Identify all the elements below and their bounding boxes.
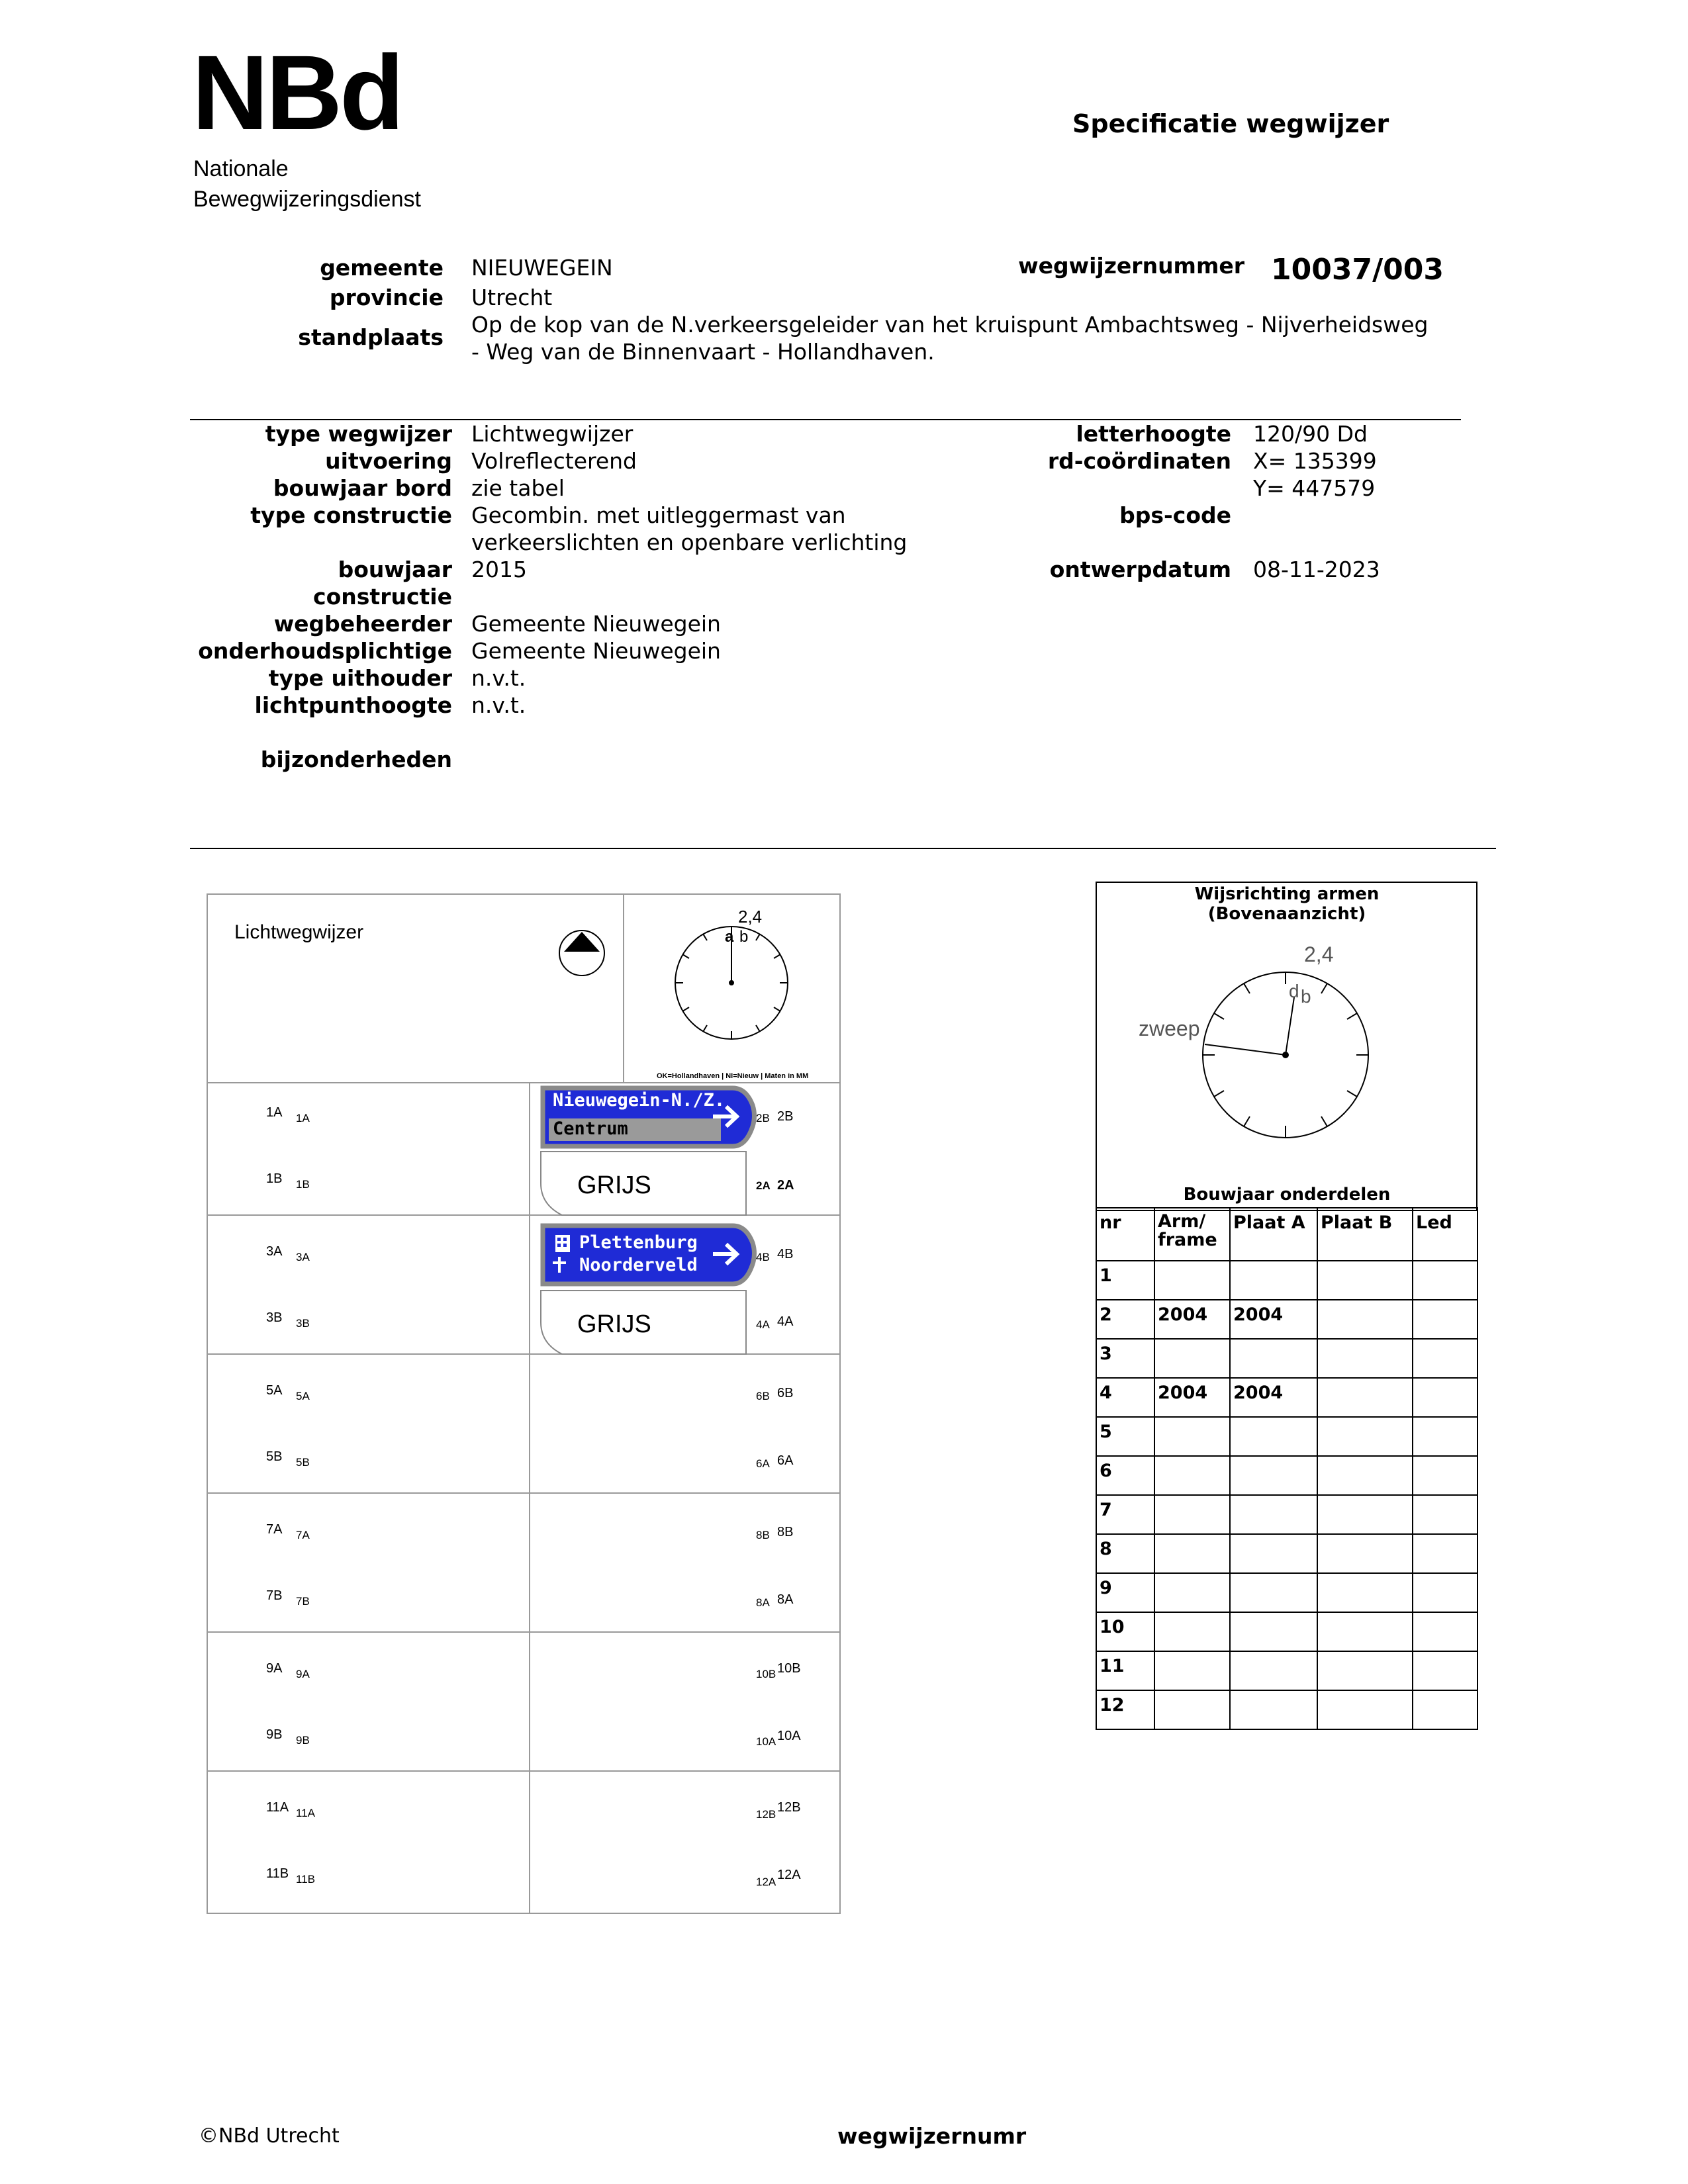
col-arm-1: Arm/ (1158, 1211, 1206, 1232)
gemeente-value: NIEUWEGEIN (471, 255, 613, 281)
plate-8b-small: 8B (756, 1529, 770, 1541)
logo-line-1: Nationale (193, 156, 289, 181)
cell-arm (1154, 1690, 1230, 1729)
plate-6b: 6B (777, 1386, 794, 1400)
cell-plaat-b (1317, 1261, 1413, 1300)
cell-plaat-a (1230, 1534, 1317, 1573)
cell-plaat-a (1230, 1612, 1317, 1651)
cell-nr: 4 (1096, 1378, 1154, 1417)
drawing-title: Lichtwegwijzer (234, 921, 364, 943)
cell-plaat-a (1230, 1417, 1317, 1456)
plate-7b: 7B (266, 1588, 283, 1603)
cell-plaat-b (1317, 1690, 1413, 1729)
plate-11b: 11B (266, 1866, 289, 1881)
cell-arm (1154, 1651, 1230, 1690)
arms-arm-d: d (1289, 981, 1299, 1001)
cell-plaat-b (1317, 1378, 1413, 1417)
logo-subtitle (193, 154, 421, 214)
rd-y-value: Y= 447579 (1253, 475, 1376, 501)
cell-plaat-b (1317, 1300, 1413, 1339)
plate-10a: 10A (777, 1729, 801, 1743)
plate-9a-small: 9A (296, 1668, 310, 1680)
type-constructie-label: type constructie (250, 502, 452, 528)
drawing-legend: OK=Hollandhaven | NI=Nieuw | Maten in MM (657, 1072, 809, 1080)
type-uithouder-label: type uithouder (268, 665, 452, 691)
table-row (1096, 1417, 1477, 1456)
plate-11a: 11A (266, 1800, 289, 1815)
bouwjaar-table (1096, 1207, 1478, 1730)
plate-5a: 5A (266, 1383, 283, 1398)
plate-9a: 9A (266, 1661, 283, 1676)
arms-title (1096, 884, 1478, 924)
letterhoogte-value: 120/90 Dd (1253, 421, 1368, 447)
plate-2a-small: 2A (756, 1179, 771, 1192)
plate-8a: 8A (777, 1592, 794, 1607)
arms-clock (1096, 882, 1478, 1212)
arms-zweep: zweep (1139, 1017, 1200, 1040)
rd-x-value: X= 135399 (1253, 448, 1377, 474)
arms-angle: 2,4 (1304, 942, 1334, 966)
plate-1b-small: 1B (296, 1178, 310, 1191)
cell-led (1413, 1339, 1477, 1378)
bouwjaar-constructie-label-2: constructie (313, 584, 452, 610)
plate-1a-small: 1A (296, 1112, 310, 1124)
plate-7b-small: 7B (296, 1595, 310, 1608)
plate-12a-small: 12A (756, 1876, 776, 1888)
plate-11b-small: 11B (296, 1873, 315, 1886)
plate-3a: 3A (266, 1244, 283, 1259)
plate-7a-small: 7A (296, 1529, 310, 1541)
grijs-plate-1: GRIJS (577, 1171, 651, 1199)
col-nr: nr (1096, 1208, 1154, 1261)
onderhoudsplichtige-value: Gemeente Nieuwegein (471, 638, 721, 664)
cell-nr: 5 (1096, 1417, 1154, 1456)
plate-4b: 4B (777, 1247, 794, 1261)
cell-led (1413, 1456, 1477, 1495)
cell-plaat-a (1230, 1651, 1317, 1690)
plate-6a: 6A (777, 1453, 794, 1468)
cell-arm: 2004 (1154, 1300, 1230, 1339)
gemeente-label: gemeente (320, 255, 444, 281)
type-constructie-value-1: Gecombin. met uitleggermast van (471, 502, 846, 528)
cell-nr: 8 (1096, 1534, 1154, 1573)
drawing-arm-b: b (739, 928, 749, 946)
drawing-angle: 2,4 (738, 907, 763, 927)
plate-1b: 1B (266, 1171, 283, 1186)
cell-plaat-a (1230, 1495, 1317, 1534)
table-row (1096, 1573, 1477, 1612)
wegwijzernummer-label: wegwijzernummer (1018, 253, 1244, 279)
cell-arm (1154, 1417, 1230, 1456)
plate-2b-small: 2B (756, 1112, 770, 1124)
arms-arm-b: b (1301, 986, 1311, 1007)
bouwjaar-bord-label: bouwjaar bord (273, 475, 452, 501)
table-row (1096, 1690, 1477, 1729)
cell-arm (1154, 1339, 1230, 1378)
cell-nr: 6 (1096, 1456, 1154, 1495)
cell-nr: 12 (1096, 1690, 1154, 1729)
plate-4b-small: 4B (756, 1251, 770, 1263)
cell-plaat-b (1317, 1534, 1413, 1573)
plate-1a: 1A (266, 1105, 283, 1120)
cell-plaat-b (1317, 1612, 1413, 1651)
arms-panel (1096, 882, 1478, 1735)
cell-led (1413, 1690, 1477, 1729)
col-plaat-a: Plaat A (1230, 1208, 1317, 1261)
col-arm-frame (1154, 1208, 1230, 1261)
cell-plaat-a (1230, 1690, 1317, 1729)
type-uithouder-value: n.v.t. (471, 665, 526, 691)
plate-4a-small: 4A (756, 1318, 770, 1331)
cell-plaat-b (1317, 1417, 1413, 1456)
cell-plaat-b (1317, 1495, 1413, 1534)
type-wegwijzer-label: type wegwijzer (265, 421, 452, 447)
table-row (1096, 1339, 1477, 1378)
uitvoering-label: uitvoering (325, 448, 452, 474)
provincie-label: provincie (329, 285, 444, 310)
cell-nr: 3 (1096, 1339, 1154, 1378)
bps-code-label: bps-code (1119, 502, 1231, 528)
standplaats-label: standplaats (298, 324, 444, 350)
sign2-line2: Noorderveld (579, 1255, 698, 1275)
plate-12b-small: 12B (756, 1808, 776, 1821)
cell-nr: 7 (1096, 1495, 1154, 1534)
ontwerpdatum-label: ontwerpdatum (1049, 557, 1231, 582)
plate-12a: 12A (777, 1868, 801, 1882)
cell-led (1413, 1612, 1477, 1651)
plate-7a: 7A (266, 1522, 283, 1537)
plate-5b: 5B (266, 1449, 283, 1464)
table-row (1096, 1612, 1477, 1651)
standplaats-value-2: - Weg van de Binnenvaart - Hollandhaven. (471, 339, 935, 365)
plate-9b: 9B (266, 1727, 283, 1742)
col-arm-2: frame (1158, 1230, 1217, 1250)
document-title: Specificatie wegwijzer (1072, 109, 1389, 138)
wegbeheerder-value: Gemeente Nieuwegein (471, 611, 721, 637)
plate-11a-small: 11A (296, 1807, 315, 1819)
letterhoogte-label: letterhoogte (1076, 421, 1231, 447)
plate-3b-small: 3B (296, 1317, 310, 1330)
cell-led (1413, 1534, 1477, 1573)
table-row (1096, 1651, 1477, 1690)
logo-line-2: Bewegwijzeringsdienst (193, 187, 421, 212)
arms-title-2: (Bovenaanzicht) (1207, 904, 1366, 924)
divider-top (190, 419, 1461, 420)
cell-led (1413, 1495, 1477, 1534)
arms-title-1: Wijsrichting armen (1194, 884, 1380, 904)
cell-nr: 10 (1096, 1612, 1154, 1651)
cell-plaat-b (1317, 1573, 1413, 1612)
cell-led (1413, 1417, 1477, 1456)
cell-plaat-a: 2004 (1230, 1300, 1317, 1339)
sign-drawing-lines (207, 893, 842, 1916)
plate-4a: 4A (777, 1314, 794, 1329)
footer-copyright: ©NBd Utrecht (199, 2124, 340, 2148)
ontwerpdatum-value: 08-11-2023 (1253, 557, 1380, 582)
onderhoudsplichtige-label: onderhoudsplichtige (198, 638, 452, 664)
sign2-line1: Plettenburg (579, 1232, 698, 1253)
type-constructie-value-2: verkeerslichten en openbare verlichting (471, 529, 908, 555)
plate-6b-small: 6B (756, 1390, 770, 1402)
bouwjaar-header-row (1096, 1208, 1477, 1261)
cell-plaat-b (1317, 1339, 1413, 1378)
cell-plaat-b (1317, 1651, 1413, 1690)
table-row (1096, 1495, 1477, 1534)
cell-arm (1154, 1261, 1230, 1300)
plate-3a-small: 3A (296, 1251, 310, 1263)
cell-led (1413, 1651, 1477, 1690)
divider-bottom (190, 848, 1496, 849)
provincie-value: Utrecht (471, 285, 553, 310)
table-row (1096, 1534, 1477, 1573)
cell-arm (1154, 1495, 1230, 1534)
cell-arm (1154, 1573, 1230, 1612)
rd-coordinaten-label: rd-coördinaten (1047, 448, 1231, 474)
cell-plaat-b (1317, 1456, 1413, 1495)
drawing-arm-a: a (725, 928, 734, 946)
cell-nr: 2 (1096, 1300, 1154, 1339)
logo: NBd (192, 33, 402, 152)
table-row (1096, 1300, 1477, 1339)
col-led: Led (1413, 1208, 1477, 1261)
plate-8a-small: 8A (756, 1596, 770, 1609)
table-row (1096, 1456, 1477, 1495)
plate-5a-small: 5A (296, 1390, 310, 1402)
cell-arm (1154, 1534, 1230, 1573)
cell-arm: 2004 (1154, 1378, 1230, 1417)
plate-5b-small: 5B (296, 1456, 310, 1469)
uitvoering-value: Volreflecterend (471, 448, 637, 474)
lichtpunthoogte-label: lichtpunthoogte (254, 692, 452, 718)
cell-nr: 9 (1096, 1573, 1154, 1612)
footer-wegwijzernummer: wegwijzernumr (837, 2123, 1027, 2149)
grijs-plate-2: GRIJS (577, 1310, 651, 1338)
cell-arm (1154, 1456, 1230, 1495)
sign1-line1: Nieuwegein-N./Z. (553, 1090, 726, 1111)
cell-nr: 1 (1096, 1261, 1154, 1300)
bouwjaar-constructie-label-1: bouwjaar (338, 557, 452, 582)
table-row (1096, 1261, 1477, 1300)
bouwjaar-constructie-value: 2015 (471, 557, 527, 582)
wegwijzernummer-value: 10037/003 (1271, 253, 1444, 287)
bouwjaar-title: Bouwjaar onderdelen (1183, 1185, 1391, 1205)
plate-9b-small: 9B (296, 1734, 310, 1747)
plate-10b: 10B (777, 1661, 801, 1676)
bijzonderheden-label: bijzonderheden (260, 747, 452, 772)
table-row (1096, 1378, 1477, 1417)
sign1-line2: Centrum (553, 1118, 628, 1139)
cell-plaat-a: 2004 (1230, 1378, 1317, 1417)
plate-10a-small: 10A (756, 1735, 776, 1748)
cell-plaat-a (1230, 1339, 1317, 1378)
cell-plaat-a (1230, 1573, 1317, 1612)
plate-6a-small: 6A (756, 1457, 770, 1470)
cell-plaat-a (1230, 1261, 1317, 1300)
plate-10b-small: 10B (756, 1668, 776, 1680)
bouwjaar-bord-value: zie tabel (471, 475, 565, 501)
cell-plaat-a (1230, 1456, 1317, 1495)
standplaats-value-1: Op de kop van de N.verkeersgeleider van het kruispunt Ambachtsweg - Nijverheidsweg (471, 312, 1429, 338)
cell-led (1413, 1573, 1477, 1612)
cell-led (1413, 1300, 1477, 1339)
lichtpunthoogte-value: n.v.t. (471, 692, 526, 718)
sign-drawing (207, 893, 842, 1916)
plate-8b: 8B (777, 1525, 794, 1539)
cell-nr: 11 (1096, 1651, 1154, 1690)
col-plaat-b: Plaat B (1317, 1208, 1413, 1261)
plate-2a: 2A (777, 1178, 794, 1193)
cell-arm (1154, 1612, 1230, 1651)
north-icon: N (575, 954, 585, 971)
plate-12b: 12B (777, 1800, 801, 1815)
cell-led (1413, 1261, 1477, 1300)
wegbeheerder-label: wegbeheerder (273, 611, 452, 637)
plate-2b: 2B (777, 1109, 794, 1124)
cell-led (1413, 1378, 1477, 1417)
plate-3b: 3B (266, 1310, 283, 1325)
type-wegwijzer-value: Lichtwegwijzer (471, 421, 633, 447)
